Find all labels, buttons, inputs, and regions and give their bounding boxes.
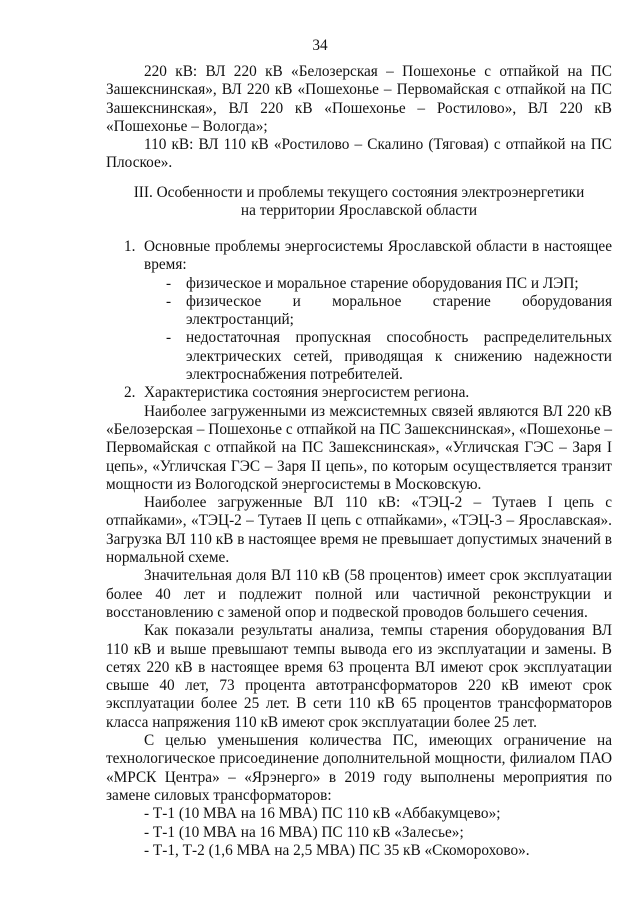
list-item-text: Характеристика состояния энергосистем региона. — [144, 384, 470, 402]
transformer-item: - Т-1, Т-2 (1,6 МВА на 2,5 МВА) ПС 35 кВ «Скоморохово». — [144, 841, 530, 859]
section-heading — [106, 184, 612, 221]
bullet-item — [106, 329, 612, 384]
list-item-text: Основные проблемы энергосистемы Ярославской области в настоящее время: — [144, 238, 612, 274]
paragraph: 110 кВ: ВЛ 110 кВ «Ростилово – Скалино (Тяговая) с отпайкой на ПС Плоское». — [106, 136, 612, 172]
paragraph: Наиболее загруженные ВЛ 110 кВ: «ТЭЦ-2 – Тутаев I цепь с отпайками», «ТЭЦ-2 – Тутаев II цепь с отпайками», «ТЭЦ-3 – Ярославская». Загрузка ВЛ 110 кВ в настоящее время не превышает допустимых значений в нормальной схеме. — [106, 494, 612, 567]
list-item — [106, 384, 612, 402]
paragraph: Наиболее загруженными из межсистемных связей являются ВЛ 220 кВ «Белозерская – Пошехонье с отпайкой на ПС Зашекснинская», «Пошехонье – Первомайская с отпайкой на ПС Зашекснинская», «Угличская ГЭС – Заря I цепь», «Угличская ГЭС – Заря II цепь», по которым осуществляется транзит мощности из Вологодской энергосистемы в Московскую. — [106, 402, 612, 493]
dash-bullet-icon: - — [166, 274, 172, 292]
bullet-item — [106, 275, 612, 293]
main-body — [106, 238, 612, 860]
paragraph: 220 кВ: ВЛ 220 кВ «Белозерская – Пошехонье с отпайкой на ПС Зашекснинская», ВЛ 220 кВ «Пошехонье – Первомайская с отпайкой на ПС Зашекснинская», ВЛ 220 кВ «Пошехонье – Ростилово», ВЛ 220 кВ «Пошехонье – Вологда»; — [106, 63, 612, 135]
dash-bullet-icon: - — [166, 329, 172, 347]
bullet-item-text: недостаточная пропускная способность распределительных электрических сетей, приводящая к снижению надежности электроснабжения потребителей. — [186, 329, 612, 384]
dash-bullet-icon: - — [166, 292, 172, 310]
section-heading-line: на территории Ярославской области — [240, 202, 478, 220]
list-item — [106, 238, 612, 275]
intro-block — [106, 63, 612, 173]
bullet-item-text: физическое и моральное старение оборудования ПС и ЛЭП; — [186, 274, 579, 292]
paragraph: Как показали результаты анализа, темпы старения оборудования ВЛ 110 кВ и выше превышают темпы вывода его из эксплуатации и замены. В сетях 220 кВ в настоящее время 63 процента ВЛ имеют срок эксплуатации свыше 40 лет, 73 процента автотрансформаторов 220 кВ имеют срок эксплуатации более 25 лет. В сети 110 кВ 65 процентов трансформаторов класса напряжения 110 кВ имеют срок эксплуатации более 25 лет. — [106, 622, 612, 731]
transformer-item: - Т-1 (10 МВА на 16 МВА) ПС 110 кВ «Аббакумцево»; — [144, 805, 501, 823]
transformer-item: - Т-1 (10 МВА на 16 МВА) ПС 110 кВ «Залесье»; — [144, 823, 464, 841]
paragraph: Значительная доля ВЛ 110 кВ (58 процентов) имеет срок эксплуатации более 40 лет и подлежит полной или частичной реконструкции и восстановлению с заменой опор и подвеской проводов большего сечения. — [106, 567, 612, 621]
section-heading-line: III. Особенности и проблемы текущего состояния электроэнергетики — [133, 184, 585, 201]
paragraph: С целью уменьшения количества ПС, имеющих ограничение на технологическое присоединение дополнительной мощности, филиалом ПАО «МРСК Центра» – «Ярэнерго» в 2019 году выполнены мероприятия по замене силовых трансформаторов: — [106, 732, 612, 804]
list-item-number: 2. — [124, 384, 136, 402]
bullet-item — [106, 293, 612, 330]
list-item-number: 1. — [124, 238, 136, 255]
bullet-item-text: физическое и моральное старение оборудования электростанций; — [186, 292, 612, 329]
page-number: 34 — [312, 37, 328, 54]
